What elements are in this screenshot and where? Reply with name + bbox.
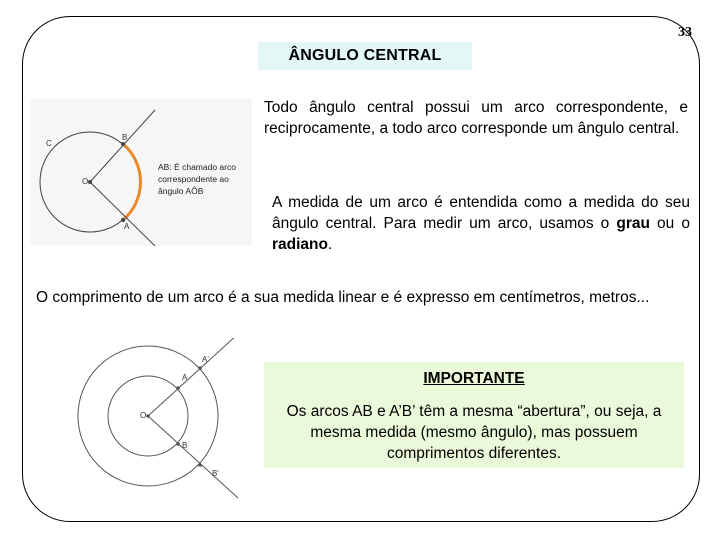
important-box — [264, 362, 684, 468]
paragraph-arc-measure — [272, 192, 690, 255]
p2-text-before: A medida de um arco é entendida como a medida do seu ângulo central. Para medir um arco, usamos o — [272, 194, 690, 232]
fig2-label-o: O — [140, 411, 147, 420]
fig2-label-a-prime: A' — [202, 355, 209, 364]
fig1-label-c: C — [46, 139, 52, 148]
fig2-label-b: B — [182, 441, 188, 450]
important-text: Os arcos AB e A’B’ têm a mesma “abertura”, ou seja, a mesma medida (mesmo ângulo), mas possuem comprimentos diferentes. — [286, 403, 662, 462]
page-title — [258, 42, 472, 70]
fig1-note-line2: correspondente ao — [158, 174, 229, 184]
paragraph-arc-length: O comprimento de um arco é a sua medida linear e é expresso em centímetros, metros... — [36, 289, 650, 306]
fig1-label-o: O — [82, 177, 89, 186]
p2-text-end: . — [327, 236, 333, 253]
page-number: 33 — [678, 25, 692, 40]
fig1-label-a: A — [124, 222, 130, 231]
fig1-note-line3: ângulo AÔB — [158, 186, 204, 196]
paragraph-central-angle: Todo ângulo central possui um arco correspondente, e reciprocamente, a todo arco corresponde um ângulo central. — [264, 99, 688, 137]
central-angle-figure — [30, 98, 252, 246]
fig2-label-a: A — [182, 373, 188, 382]
p2-bold-grau: grau — [616, 215, 650, 232]
fig1-note-line1: AB: É chamado arco — [158, 162, 236, 172]
important-title: IMPORTANTE — [423, 370, 525, 387]
concentric-circles-figure — [68, 338, 258, 510]
p2-text-middle: ou o — [649, 215, 690, 232]
page-title-text: ÂNGULO CENTRAL — [288, 47, 442, 64]
p2-bold-radiano: radiano — [272, 236, 328, 253]
fig2-label-b-prime: B' — [212, 469, 219, 478]
fig1-label-b: B — [122, 133, 128, 142]
